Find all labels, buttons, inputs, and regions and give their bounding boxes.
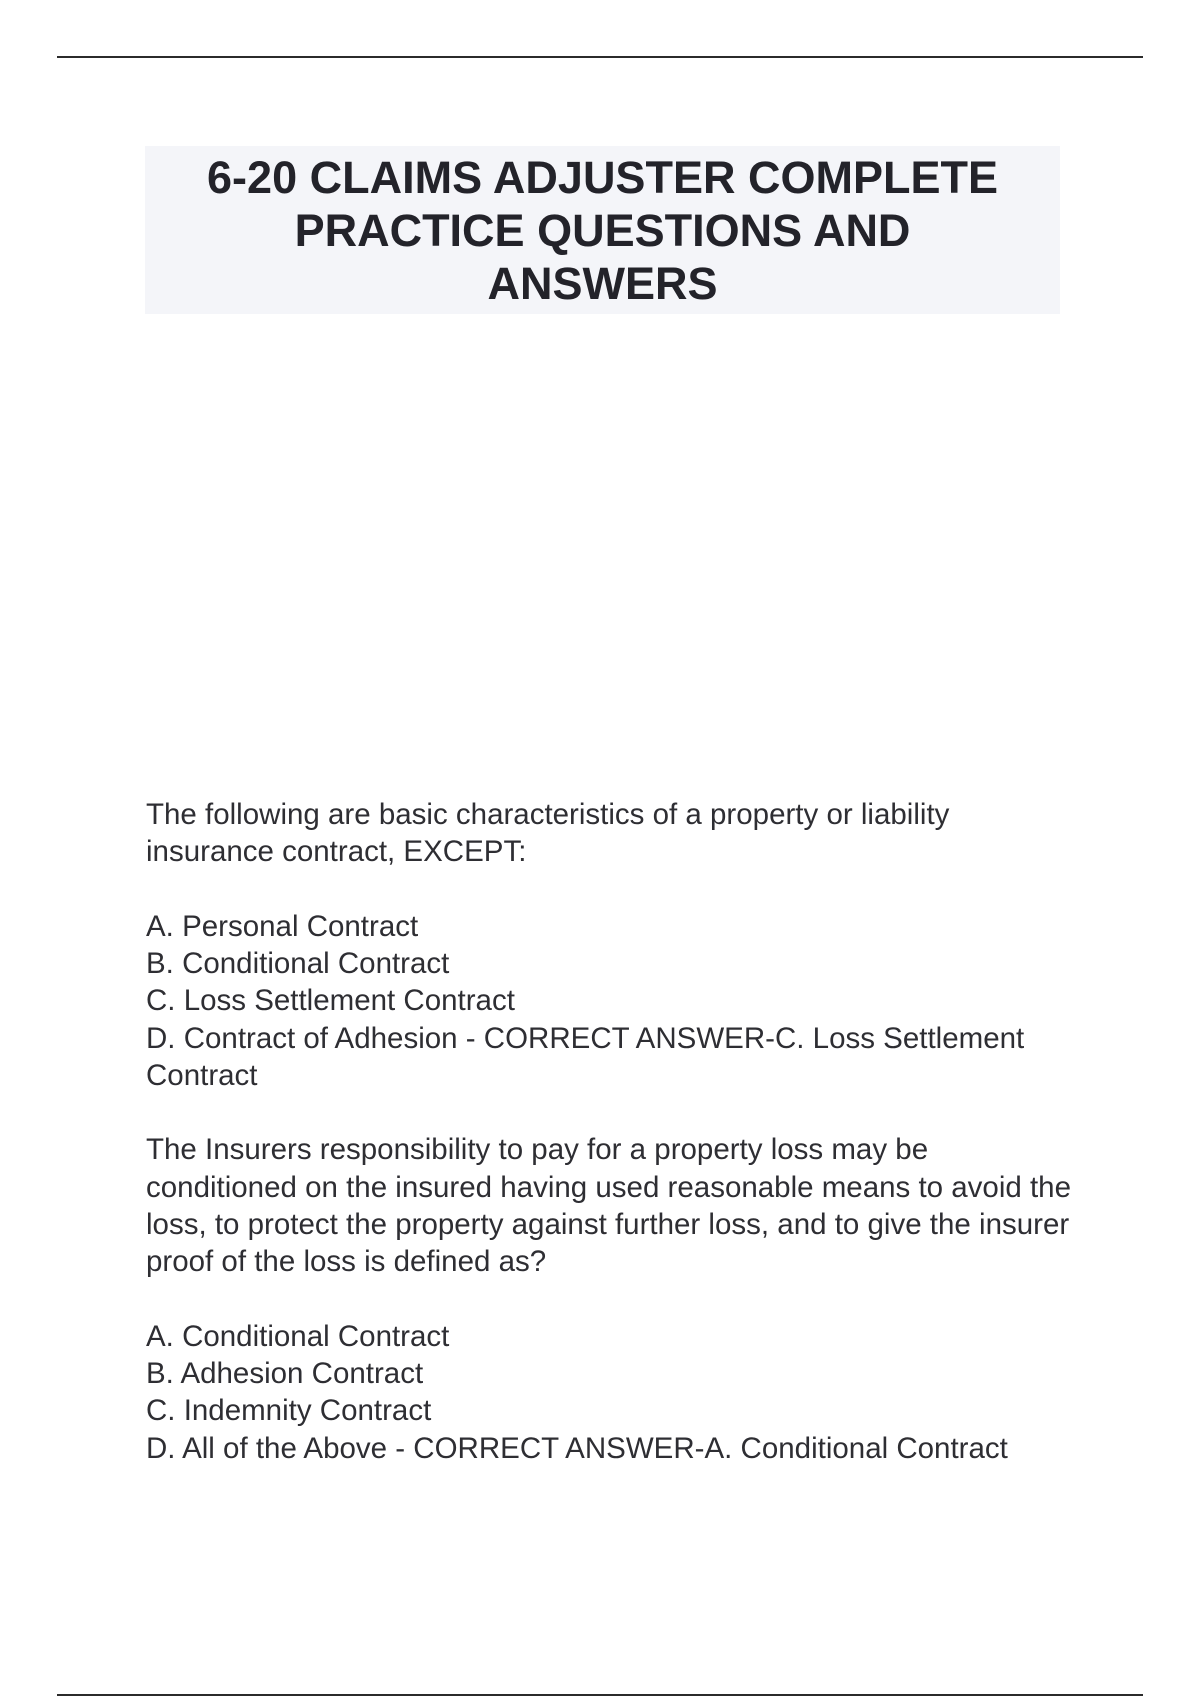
- question-1-option-d: D. Contract of Adhesion - CORRECT ANSWER-C. Loss Settlement Contract: [146, 1021, 1025, 1093]
- question-2-option-b: B. Adhesion Contract: [146, 1357, 424, 1391]
- question-1-option-a: A. Personal Contract: [146, 909, 419, 943]
- question-list: [146, 796, 1076, 1504]
- title-line-2: PRACTICE QUESTIONS AND: [294, 204, 911, 256]
- question-1-option-b: B. Conditional Contract: [146, 947, 450, 981]
- question-2: [146, 1131, 1076, 1467]
- title-line-1: 6-20 CLAIMS ADJUSTER COMPLETE: [207, 151, 998, 203]
- question-2-options: [146, 1318, 1076, 1467]
- question-2-option-a: A. Conditional Contract: [146, 1319, 450, 1353]
- document-title: [207, 151, 998, 310]
- title-banner: [145, 146, 1060, 314]
- question-1-option-c: C. Loss Settlement Contract: [146, 984, 515, 1018]
- title-line-3: ANSWERS: [487, 257, 718, 309]
- question-1: [146, 796, 1076, 1094]
- question-2-prompt: The Insurers responsibility to pay for a property loss may be conditioned on the insured having used reasonable means to avoid the loss, to protect the property against further loss, and to give the insurer proof of the loss is defined as?: [146, 1133, 1071, 1279]
- question-1-options: [146, 908, 1076, 1094]
- top-rule: [57, 56, 1143, 58]
- bottom-rule: [57, 1694, 1143, 1696]
- question-1-prompt: The following are basic characteristics of a property or liability insurance contract, EXCEPT:: [146, 798, 950, 869]
- question-2-option-c: C. Indemnity Contract: [146, 1394, 432, 1428]
- question-2-option-d: D. All of the Above - CORRECT ANSWER-A. Conditional Contract: [146, 1431, 1008, 1465]
